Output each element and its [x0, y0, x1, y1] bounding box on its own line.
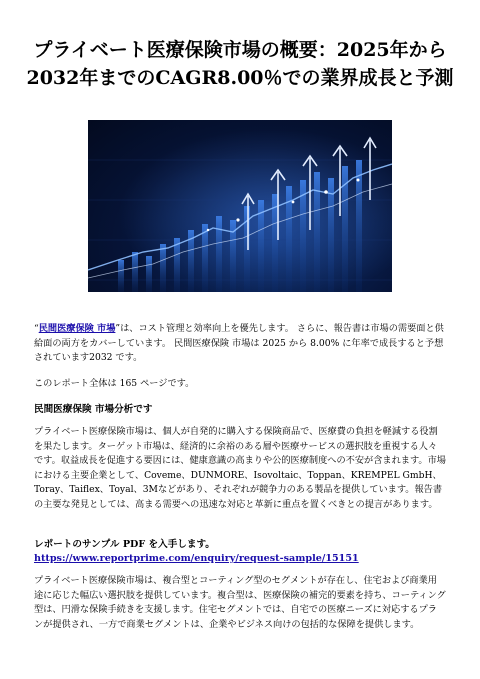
sample-request-line	[34, 538, 446, 566]
title-line-2: 2032年までのCAGR8.00％での業界成長と予測	[26, 67, 454, 89]
analysis-paragraph: プライベート医療保険市場は、個人が自発的に購入する保険商品で、医療費の負担を軽減する役割を果たします。ターゲット市場は、経済的に余裕のある層や医療サービスの選択肢を重視する人々です。収益成長を促進する要因には、健康意識の高まりや公的医療制度への不安が含まれます。市場における主要企業として、Coveme、DUNMORE、Isovoltaic、Toppan、KREMPEL GmbH、Toray、Taiflex、Toyal、3Mなどがあり、それぞれが競争力のある製品を提供しています。報告書の主要な発見としては、高まる需要への迅速な対応と革新に重点を置くべきとの提言があります。	[34, 426, 446, 510]
market-link[interactable]: 民間医療保険 市場	[38, 323, 116, 334]
title-line-1: プライベート医療保険市場の概要：2025年から	[33, 39, 447, 61]
analysis-heading: 民間医療保険 市場分析です	[34, 404, 153, 415]
hero-chart-graphic	[88, 120, 392, 292]
sample-pdf-link[interactable]: https://www.reportprime.com/enquiry/request-sample/15151	[34, 553, 359, 564]
hero-image-growth-chart	[88, 120, 392, 292]
segment-paragraph: プライベート医療保険市場は、複合型とコーティング型のセグメントが存在し、住宅および商業用途に応じた幅広い選択肢を提供しています。複合型は、医療保険の補完的要素を持ち、コーティング型は、円滑な保険手続きを支援します。住宅セグメントでは、自宅での医療ニーズに対応するプランが提供され、一方で商業セグメントは、企業やビジネス向けの包括的な保障を提供します。	[34, 575, 446, 630]
document-title	[20, 36, 460, 92]
sample-label: レポートのサンプル PDF を入手します。	[34, 539, 215, 550]
pages-note: このレポート全体は 165 ページです。	[34, 378, 195, 389]
intro-paragraph: “民間医療保険 市場”は、コスト管理と効率向上を優先します。 さらに、報告書は市場の需要面と供給面の両方をカバーしています。 民間医療保険 市場は 2025 から 8.00% に年率で成長すると予想されています2032 です。	[34, 323, 444, 364]
